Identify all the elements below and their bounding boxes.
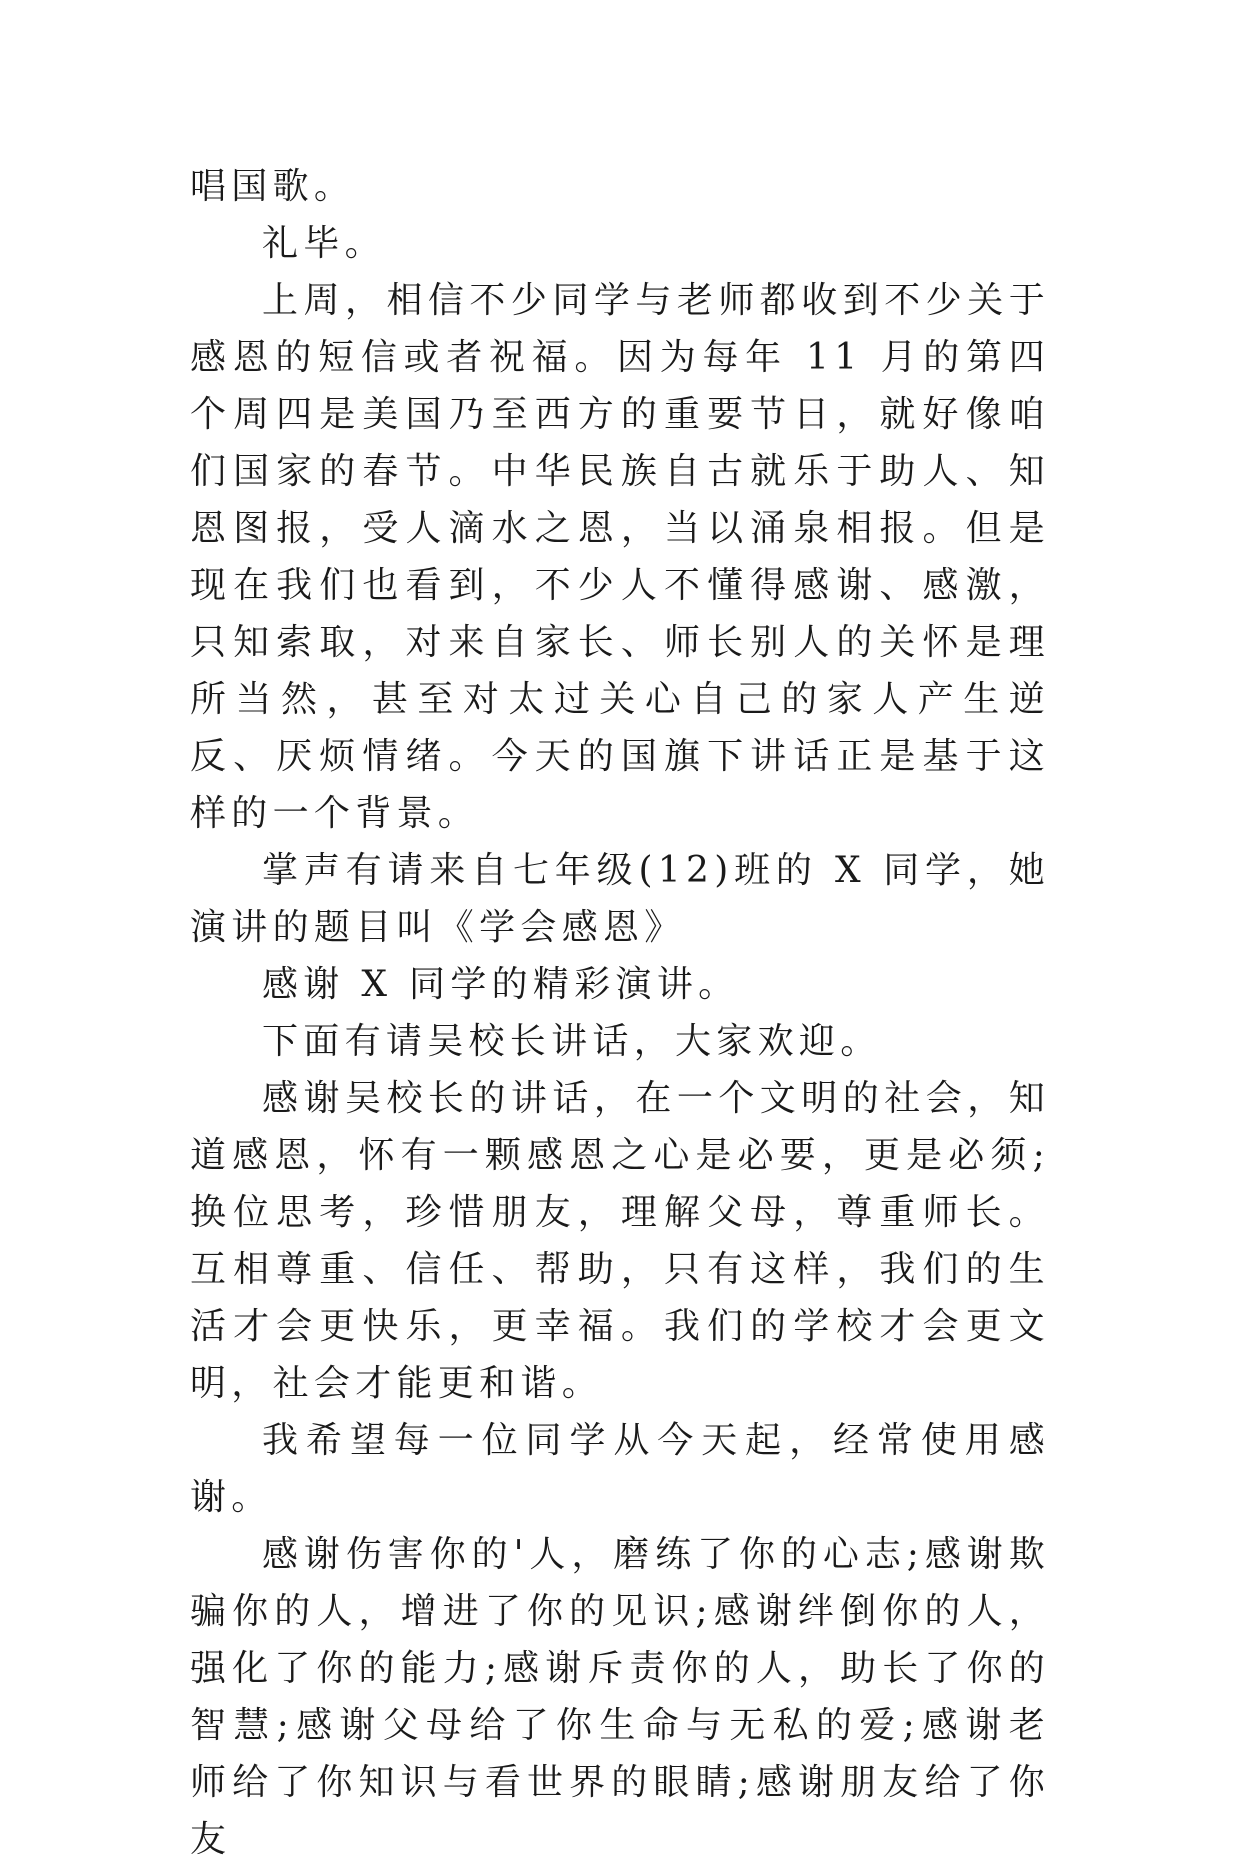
paragraph-gratitude-list: 感谢伤害你的'人，磨练了你的心志;感谢欺骗你的人，增进了你的见识;感谢绊倒你的人，强化了你的能力;感谢斥责你的人，助长了你的智慧;感谢父母给了你生命与无私的爱;感谢老师给了你知识与看世界的眼睛;感谢朋友给了你友: [190, 1534, 1050, 1860]
paragraph-sing-anthem: 唱国歌。: [190, 166, 356, 207]
paragraph-thanksgiving-background: 上周，相信不少同学与老师都收到不少关于感恩的短信或者祝福。因为每年 11 月的第四个周四是美国乃至西方的重要节日，就好像咱们国家的春节。中华民族自古就乐于助人、知恩图报，受人滴水之恩，当以涌泉相报。但是现在我们也看到，不少人不懂得感谢、感激，只知索取，对来自家长、师长别人的关怀是理所当然，甚至对太过关心自己的家人产生逆反、厌烦情绪。今天的国旗下讲话正是基于这样的一个背景。: [190, 280, 1050, 834]
paragraph-salute-end: 礼毕。: [262, 223, 386, 264]
paragraph-principal-thanks: 感谢吴校长的讲话，在一个文明的社会，知道感恩，怀有一颗感恩之心是必要，更是必须;换位思考，珍惜朋友，理解父母，尊重师长。互相尊重、信任、帮助，只有这样，我们的生活才会更快乐，更幸福。我们的学校才会更文明，社会才能更和谐。: [190, 1078, 1050, 1404]
paragraph-principal-invite: 下面有请吴校长讲话，大家欢迎。: [262, 1021, 882, 1062]
paragraph-thanks-speech: 感谢 X 同学的精彩演讲。: [262, 964, 740, 1005]
paragraph-speech-introduction: 掌声有请来自七年级(12)班的 X 同学，她演讲的题目叫《学会感恩》: [190, 850, 1050, 948]
paragraph-hope: 我希望每一位同学从今天起，经常使用感谢。: [190, 1420, 1050, 1518]
document-body: [190, 158, 1050, 1868]
